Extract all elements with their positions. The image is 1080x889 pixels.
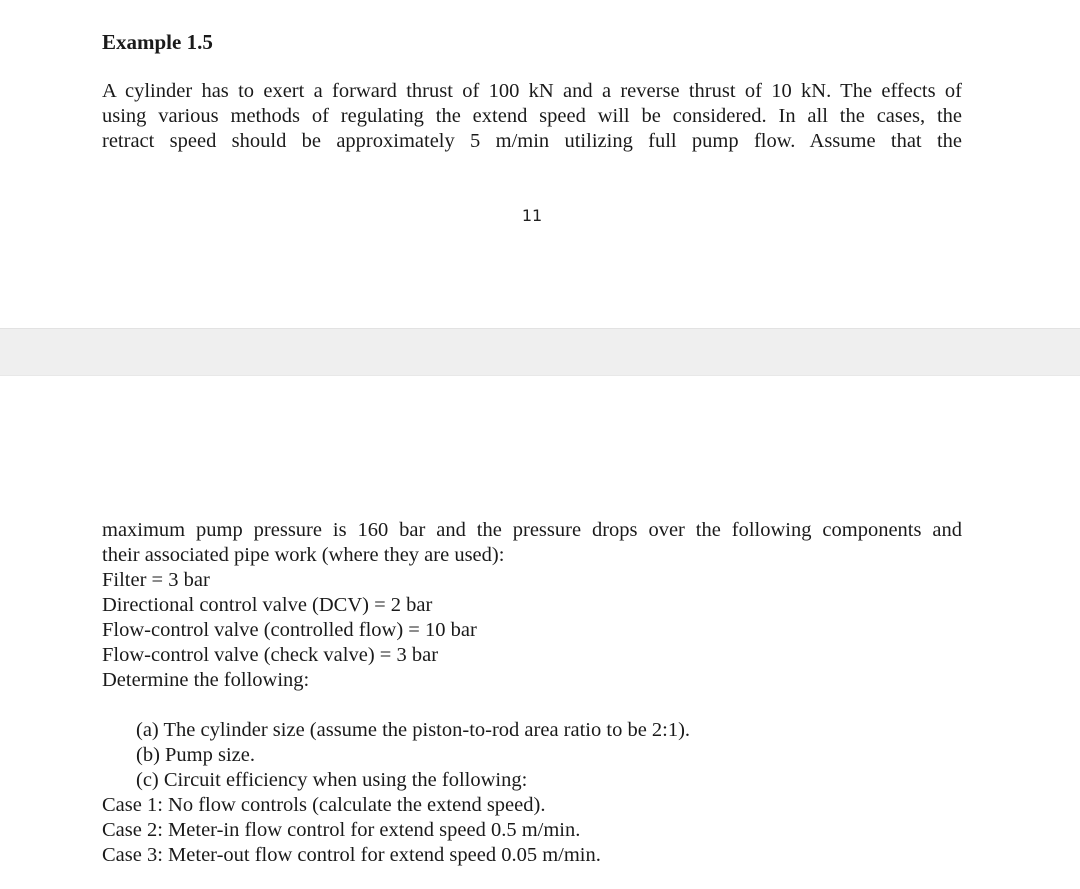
case-line: Case 1: No flow controls (calculate the extend speed). bbox=[102, 794, 546, 816]
determine-instruction: Determine the following: bbox=[102, 669, 310, 691]
paragraph-line: their associated pipe work (where they are used): bbox=[102, 544, 505, 566]
paragraph-line: A cylinder has to exert a forward thrust of 100 kN and a reverse thrust of 10 kN. The effects of bbox=[102, 80, 962, 102]
document-page-bottom bbox=[0, 376, 1080, 889]
page-separator bbox=[0, 328, 1080, 376]
case-line: Case 2: Meter-in flow control for extend speed 0.5 m/min. bbox=[102, 819, 581, 841]
document-page-top bbox=[0, 0, 1080, 328]
case-line: Case 3: Meter-out flow control for extend speed 0.05 m/min. bbox=[102, 844, 601, 866]
component-pressure-drop: Flow-control valve (controlled flow) = 10 bar bbox=[102, 619, 477, 641]
question-item: (b) Pump size. bbox=[136, 744, 255, 766]
problem-paragraph-part-1 bbox=[102, 79, 962, 154]
question-item: (a) The cylinder size (assume the piston-to-rod area ratio to be 2:1). bbox=[136, 719, 691, 741]
question-item: (c) Circuit efficiency when using the following: bbox=[136, 769, 528, 791]
component-pressure-drop: Filter = 3 bar bbox=[102, 569, 210, 591]
example-heading: Example 1.5 bbox=[102, 30, 213, 54]
problem-paragraph-part-2 bbox=[102, 518, 962, 568]
paragraph-line: using various methods of regulating the extend speed will be considered. In all the cases, the bbox=[102, 105, 962, 127]
component-pressure-drop: Directional control valve (DCV) = 2 bar bbox=[102, 594, 433, 616]
paragraph-line: retract speed should be approximately 5 m/min utilizing full pump flow. Assume that the bbox=[102, 130, 962, 152]
component-pressure-drop: Flow-control valve (check valve) = 3 bar bbox=[102, 644, 439, 666]
page-number: 11 bbox=[521, 206, 543, 225]
paragraph-line: maximum pump pressure is 160 bar and the pressure drops over the following components and bbox=[102, 519, 962, 541]
